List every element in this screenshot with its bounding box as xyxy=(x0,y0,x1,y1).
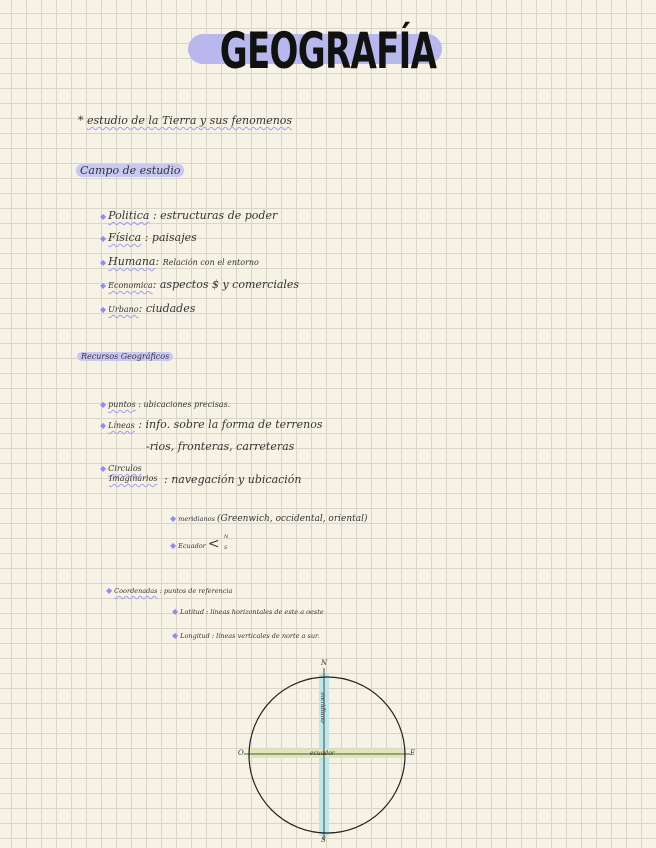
recursos-circulos-label2: Imaginarios xyxy=(109,474,158,483)
recursos-lineas-desc: : info. sobre la forma de terrenos xyxy=(138,418,323,431)
recursos-circulos xyxy=(100,464,157,484)
bullet-icon: ◆ xyxy=(172,607,179,616)
bullet-icon: ◆ xyxy=(106,586,113,595)
recursos-meridianos-label: meridianos xyxy=(178,515,215,523)
globe-meridian-label: meridiano xyxy=(318,692,326,723)
campo-item-economica xyxy=(100,278,299,291)
campo-heading-text: Campo de estudio xyxy=(76,164,184,177)
latitud-label: Latitud xyxy=(180,608,204,616)
definition xyxy=(78,114,292,127)
longitud-desc: : líneas verticales de norte a sur. xyxy=(211,632,320,640)
recursos-ecuador-south: S xyxy=(224,545,228,551)
bullet-icon: ◆ xyxy=(100,421,107,430)
recursos-puntos-label: puntos xyxy=(108,400,136,409)
separator: : xyxy=(152,209,157,222)
recursos-puntos xyxy=(100,400,230,409)
recursos-lineas xyxy=(100,418,323,431)
coordenadas xyxy=(106,586,232,595)
bullet-icon: ◆ xyxy=(172,631,179,640)
recursos-circulos-label1: Circulos xyxy=(108,464,142,473)
recursos-meridianos-desc: (Greenwich, occidental, oriental) xyxy=(216,514,368,524)
campo-heading xyxy=(76,164,184,177)
campo-item-desc: paisajes xyxy=(151,231,197,244)
bullet-icon: ◆ xyxy=(100,305,107,314)
recursos-lineas-label: Líneas xyxy=(108,421,135,430)
bullet-icon: ◆ xyxy=(100,234,107,243)
globe-west: O xyxy=(238,749,244,757)
separator: : xyxy=(138,302,143,315)
recursos-meridianos xyxy=(170,514,368,524)
coordenadas-longitud xyxy=(172,631,319,640)
bullet-icon: ◆ xyxy=(100,400,107,409)
recursos-puntos-desc: : ubicaciones precisas. xyxy=(138,400,231,409)
globe-north: N xyxy=(321,659,328,667)
branch-icon: < xyxy=(207,536,220,552)
longitud-label: Longitud xyxy=(180,632,210,640)
recursos-ecuador-label: Ecuador xyxy=(178,542,206,550)
campo-item-label: Politica xyxy=(108,209,150,222)
campo-item-urbano xyxy=(100,302,195,315)
campo-item-label: Física xyxy=(108,231,142,244)
recursos-heading-text: Recursos Geográficos xyxy=(77,352,173,361)
bullet-icon: ◆ xyxy=(100,212,107,221)
campo-item-humana xyxy=(100,255,259,268)
recursos-circulos-desc: : navegación y ubicación xyxy=(164,473,302,486)
campo-item-desc: Relación con el entorno xyxy=(162,258,259,267)
coordenadas-latitud xyxy=(172,607,324,616)
campo-item-label: Economica xyxy=(108,281,153,290)
campo-item-label: Urbano xyxy=(108,305,139,314)
bullet-icon: ◆ xyxy=(100,464,107,473)
campo-item-label: Humana xyxy=(108,255,156,268)
campo-item-desc: aspectos $ y comerciales xyxy=(159,278,300,291)
recursos-lineas-examples: -rios, fronteras, carreteras xyxy=(146,440,295,453)
recursos-ecuador xyxy=(170,534,229,552)
globe-south: S xyxy=(321,836,326,844)
latitud-desc: : líneas horizontales de este a oeste xyxy=(206,608,324,616)
separator: : xyxy=(155,255,160,268)
bullet-icon: ◆ xyxy=(170,514,177,523)
bullet-icon: ◆ xyxy=(100,281,107,290)
globe-diagram xyxy=(238,659,416,844)
bullet-icon: ◆ xyxy=(100,258,107,267)
globe-east: E xyxy=(410,749,416,757)
coordenadas-label: Coordenadas xyxy=(114,587,158,595)
recursos-heading xyxy=(77,352,173,361)
recursos-ecuador-north: N xyxy=(224,534,229,540)
campo-item-politica xyxy=(100,209,277,222)
bullet-icon: ◆ xyxy=(170,541,177,550)
star-bullet: * xyxy=(78,114,84,127)
campo-item-desc: estructuras de poder xyxy=(160,209,278,222)
separator: : xyxy=(144,231,149,244)
globe-equator-label: ecuador xyxy=(310,750,335,757)
page-title: GEOGRAFÍA xyxy=(219,22,437,80)
campo-item-desc: ciudades xyxy=(145,302,196,315)
campo-item-fisica xyxy=(100,231,197,244)
coordenadas-desc: : puntos de referencia xyxy=(159,587,233,595)
separator: : xyxy=(152,278,157,291)
definition-text: estudio de la Tierra y sus fenomenos xyxy=(87,114,293,127)
